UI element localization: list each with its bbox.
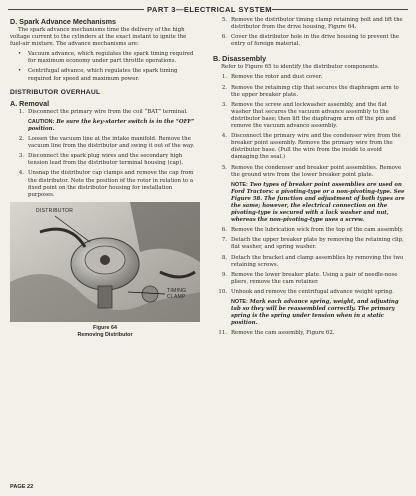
figure-64-removing-distributor [10,202,200,322]
removal-step [213,17,408,31]
bullet-vacuum-advance: • Vacuum advance, which regulates the spark timing required for maximum economy under part throttle operations. [10,51,200,65]
note-label: NOTE: [231,181,248,188]
step-number: 6. [221,227,227,234]
caution-note [28,119,200,133]
step-number: 7. [221,237,227,244]
note-text: Two types of breaker point assemblies are used on Ford Tractors: a pivoting-type or a non-pivoting-type. See Figure 58. The function and adjustment of both types are the same; however, the electrical connection on the pivoting-type is secured with a lock washer and nut, whereas the non-pivoting-type uses a screw. [231,181,405,224]
distributor-photo [10,202,200,322]
right-column [213,17,408,340]
step-text: Loosen the vacuum line at the intake manifold. Remove the vacuum line from the distributor and swing it out of the way. [28,136,195,150]
removal-heading: A. Removal [10,98,50,108]
note-text: Mark each advance spring, weight, and adjusting tab so they will be reassembled correctly. The primary spring is the spring under tension when in a static position. [231,299,399,327]
disassembly-intro: Refer to Figure 65 to identify the distributor components. [221,64,380,71]
step-number: 9. [221,271,227,278]
removal-step [10,109,200,116]
figure-label-timing-clamp [167,288,186,300]
left-column [10,17,200,339]
step-text: Disconnect the spark plug wires and the secondary high tension lead from the distributor terminal housing (cap). [28,153,184,167]
page-number: PAGE 22 [10,484,34,490]
advance-bullet-list [10,51,200,82]
disassembly-step [213,85,408,99]
step-number: 5. [221,17,227,23]
step-number: 3. [18,153,24,160]
step-text: Detach the bracket and clamp assemblies by removing the two retaining screws. [231,254,404,268]
page-header [8,3,408,15]
disassembly-step [213,255,408,269]
removal-step [10,136,200,150]
section-heading-spark-advance: D. Spark Advance Mechanisms [10,17,116,26]
disassembly-step [213,289,408,296]
step-text: Cover the distributor hole in the drive housing to prevent the entry of foreign material. [231,34,400,48]
figure-number: Figure 64 [93,324,117,331]
step-number: 4. [221,133,227,140]
disassembly-step [213,272,408,286]
header-rule-right [272,9,408,10]
intro-paragraph: The spark advance mechanisms time the delivery of the high voltage current to the cylinders at the exact instant to ignite the fuel-air mixture. The advance mechanisms are: [10,27,187,48]
figure-title: Removing Distributor [77,331,133,338]
step-text: Remove the screw and lockwasher assembly, and the flat washer that secures the vacuum advance assembly to the distributor base; then lift the diaphragm arm off the pin and remove the vacuum advance assembly. [231,101,396,130]
step-text: Detach the upper breaker plate by removing the retaining clip, flat washer, and spring washer. [231,237,404,251]
step-number: 3. [221,101,227,108]
step-number: 1. [221,74,227,81]
step-text: Disconnect the primary wire from the coil “BAT” terminal. [28,108,188,115]
step-text: Remove the lubrication wick from the top of the cam assembly. [231,227,404,234]
figure-caption [10,325,200,339]
caution-label: CAUTION: [28,118,55,125]
step-text: Remove the condenser and breaker point assemblies. Remove the ground wire from the lower breaker point plate. [231,164,402,178]
step-number: 4. [18,170,24,177]
step-text: Remove the rotor and dust cover. [231,74,323,81]
step-number: 11. [218,330,227,337]
note-label: NOTE: [231,299,248,305]
step-text: Remove the distributor timing clamp retaining bolt and lift the distributor from the drive housing, Figure 64. [231,17,403,31]
step-text: Remove the retaining clip that secures the diaphragm arm to the upper breaker plate. [231,84,399,98]
step-text: Remove the cam assembly, Figure 62. [231,330,335,337]
timing-clamp-line2: CLAMP [167,293,186,300]
step-number: 6. [221,34,227,41]
step-number: 5. [221,164,227,171]
disassembly-step [213,237,408,251]
timing-clamp-line1: TIMING [167,287,187,294]
step-text: Remove the lower breaker plate. Using a pair of needle-nose pliers, remove the cam retainer. [231,271,398,285]
removal-step [10,153,200,167]
disassembly-step [213,330,408,337]
header-rule [8,9,144,10]
disassembly-step [213,102,408,130]
header-title: PART 3—ELECTRICAL SYSTEM [147,4,272,14]
overhaul-heading: DISTRIBUTOR OVERHAUL [10,88,101,96]
step-number: 1. [18,108,24,115]
step-text: Unsnap the distributor cap clamps and remove the cap from the distributor. Note the position of the rotor in relation to a fixed point on the distributor housing for installation purposes. [28,170,194,198]
bullet-centrifugal-advance: • Centrifugal advance, which regulates the spark timing required for speed and maximum power. [10,68,200,82]
disassembly-step [213,133,408,161]
note-breaker-point-types [231,182,408,225]
removal-step [10,170,200,198]
step-number: 2. [18,136,24,143]
disassembly-heading: B. Disassembly [213,54,267,64]
step-text: Disconnect the primary wire and the condenser wire from the breaker point assembly. Remove the primary wire from the distributor base. (Pull the wire from the inside to avoid damaging the seal.) [231,133,401,161]
disassembly-step [213,165,408,179]
step-number: 2. [221,84,227,91]
disassembly-step [213,74,408,81]
step-number: 8. [221,254,227,261]
figure-label-distributor: DISTRIBUTOR [36,207,74,214]
note-advance-spring-marking [231,299,408,327]
caution-text: Be sure the key-starter switch is in the “OFF” position. [28,118,195,132]
removal-step [213,34,408,48]
step-number: 10. [218,288,227,295]
disassembly-step [213,227,408,234]
step-text: Unhook and remove the centrifugal advance weight spring. [231,288,394,295]
